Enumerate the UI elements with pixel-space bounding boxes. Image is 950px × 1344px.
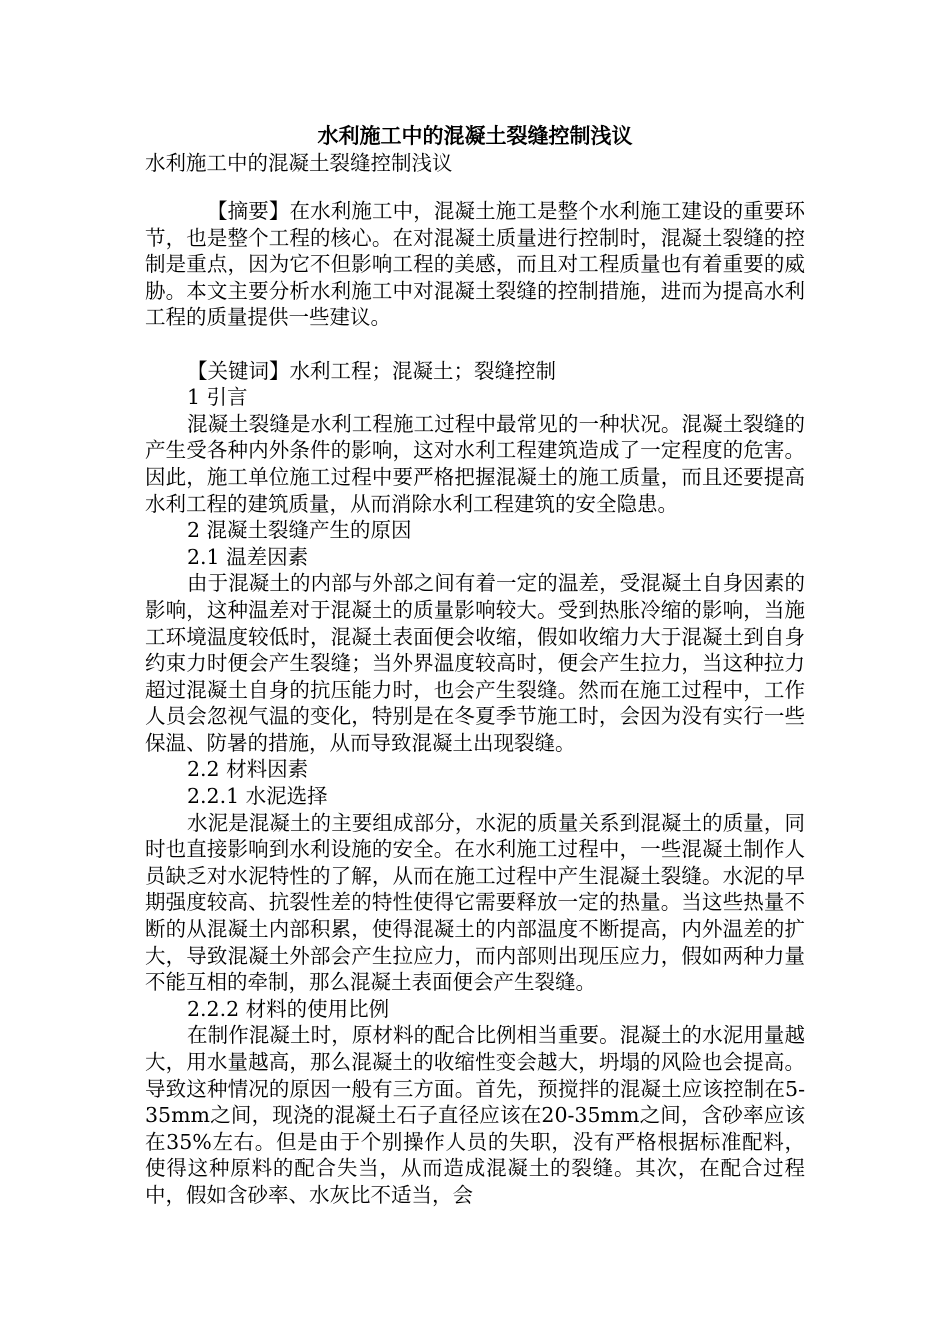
subsection-heading: 2.2.1 水泥选择 xyxy=(187,784,328,809)
subsection-heading: 2.2 材料因素 xyxy=(187,757,309,782)
document-title: 水利施工中的混凝土裂缝控制浅议 xyxy=(317,124,633,148)
subsection-heading: 2.2.2 材料的使用比例 xyxy=(187,996,390,1021)
section-heading: 2 混凝土裂缝产生的原因 xyxy=(187,518,412,543)
section-paragraph: 水泥是混凝土的主要组成部分，水泥的质量关系到混凝土的质量，同时也直接影响到水利设施的安全。在水利施工过程中，一些混凝土制作人员缺乏对水泥特性的了解，从而在施工过程中产生混凝土裂缝。水泥的早期强度较高、抗裂性差的特性使得它需要释放一定的热量。当这些热量不断的从混凝土内部积累，使得混凝土的内部温度不断提高，内外温差的扩大，导致混凝土外部会产生拉应力，而内部则出现压应力，假如两种力量不能互相的牵制，那么混凝土表面便会产生裂缝。 xyxy=(145,810,805,995)
section-paragraph: 混凝土裂缝是水利工程施工过程中最常见的一种状况。混凝土裂缝的产生受各种内外条件的影响，这对水利工程建筑造成了一定程度的危害。因此，施工单位施工过程中要严格把握混凝土的施工质量，而且还要提高水利工程的建筑质量，从而消除水利工程建筑的安全隐患。 xyxy=(145,411,805,516)
section-heading: 1 引言 xyxy=(187,385,248,410)
document-body xyxy=(145,198,805,1209)
section-paragraph: 在制作混凝土时，原材料的配合比例相当重要。混凝土的水泥用量越大，用水量越高，那么混凝土的收缩性变会越大，坍塌的风险也会提高。导致这种情况的原因一般有三方面。首先，预搅拌的混凝土应该控制在5-35mm之间，现浇的混凝土石子直径应该在20-35mm之间，含砂率应该在35%左右。但是由于个别操作人员的失职，没有严格根据标准配料，使得这种原料的配合失当，从而造成混凝土的裂缝。其次，在配合过程中，假如含砂率、水灰比不适当，会 xyxy=(145,1023,805,1207)
document-subtitle: 水利施工中的混凝土裂缝控制浅议 xyxy=(145,151,453,175)
keywords-line: 【关键词】水利工程；混凝土；裂缝控制 xyxy=(187,358,556,383)
subsection-heading: 2.1 温差因素 xyxy=(187,544,309,569)
section-paragraph: 由于混凝土的内部与外部之间有着一定的温差，受混凝土自身因素的影响，这种温差对于混凝土的质量影响较大。受到热胀冷缩的影响，当施工环境温度较低时，混凝土表面便会收缩，假如收缩力大于混凝土到自身约束力时便会产生裂缝；当外界温度较高时，便会产生拉力，当这种拉力超过混凝土自身的抗压能力时，也会产生裂缝。然而在施工过程中，工作人员会忽视气温的变化，特别是在冬夏季节施工时，会因为没有实行一些保温、防暑的措施，从而导致混凝土出现裂缝。 xyxy=(145,571,805,755)
abstract-paragraph: 【摘要】在水利施工中，混凝土施工是整个水利施工建设的重要环节，也是整个工程的核心。在对混凝土质量进行控制时，混凝土裂缝的控制是重点，因为它不但影响工程的美感，而且对工程质量也有着重要的威胁。本文主要分析水利施工中对混凝土裂缝的控制措施，进而为提高水利工程的质量提供一些建议。 xyxy=(145,199,805,330)
spacer xyxy=(145,331,805,358)
